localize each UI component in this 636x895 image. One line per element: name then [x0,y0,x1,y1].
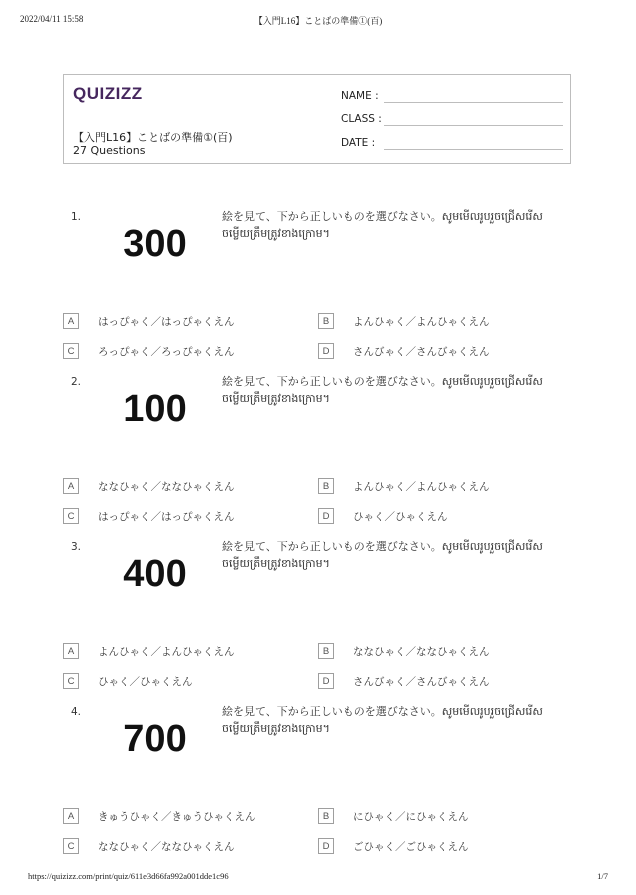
option-text: きゅうひゃく／きゅうひゃくえん [98,811,256,823]
question-image-number: 300 [123,223,187,265]
option-letter-box: C [63,508,79,524]
print-datetime: 2022/04/11 15:58 [20,14,84,24]
name-line [384,102,563,103]
date-field [341,137,375,151]
option-letter-box: A [63,313,79,329]
option-letter-box: B [318,643,334,659]
option-text: はっぴゃく／はっぴゃくえん [98,316,235,328]
date-label: DATE : [341,137,376,149]
question-prompt: 絵を見て、下から正しいものを選びなさい。សូមមើលរូបរួចជ្រើសរើសចម្លើយត្រឹមត្រូវខាងក្រោម។ [222,375,543,405]
option-text: よんひゃく／よんひゃくえん [353,316,490,328]
option-letter-box: A [63,478,79,494]
option-letter-box: D [318,343,334,359]
option-text: よんひゃく／よんひゃくえん [98,646,235,658]
option-letter-box: D [318,838,334,854]
option-letter-box: A [63,643,79,659]
question-image-number: 100 [123,388,187,430]
option-letter-box: C [63,673,79,689]
option-text: はっぴゃく／はっぴゃくえん [98,511,235,523]
question-number: 4. [71,706,82,718]
quiz-info-box [63,74,571,164]
name-label: NAME : [341,90,379,102]
print-footer [28,871,608,883]
option-letter-box: C [63,838,79,854]
question-count: 27 Questions [73,144,146,157]
question-4 [0,706,636,871]
print-url: https://quizizz.com/print/quiz/611e3d66fa992a001dde1c96 [28,871,229,881]
option-text: ななひゃく／ななひゃくえん [98,481,235,493]
option-text: ななひゃく／ななひゃくえん [98,841,235,853]
option-text: ひゃく／ひゃくえん [98,676,193,688]
option-letter-box: C [63,343,79,359]
question-prompt: 絵を見て、下から正しいものを選びなさい。សូមមើលរូបរួចជ្រើសរើសចម្លើយត្រឹមត្រូវខាងក្រោម។ [222,705,543,735]
class-field [341,113,382,127]
quizizz-logo: QUIZIZZ [73,84,143,103]
question-number: 2. [71,376,82,388]
option-text: ごひゃく／ごひゃくえん [353,841,469,853]
option-text: さんびゃく／さんびゃくえん [353,676,490,688]
question-2 [0,376,636,541]
option-text: さんびゃく／さんびゃくえん [353,346,490,358]
option-letter-box: B [318,808,334,824]
question-3 [0,541,636,706]
class-label: CLASS : [341,113,382,125]
print-title: 【入門L16】ことばの準備①(百) [253,16,383,26]
option-letter-box: B [318,478,334,494]
question-prompt: 絵を見て、下から正しいものを選びなさい。សូមមើលរូបរួចជ្រើសរើសចម្លើយត្រឹមត្រូវខាងក្រោម។ [222,540,543,570]
option-letter-box: B [318,313,334,329]
option-text: よんひゃく／よんひゃくえん [353,481,490,493]
page-number: 1/7 [597,871,608,881]
quiz-title: 【入門L16】ことばの準備①(百) [73,131,233,144]
question-number: 1. [71,211,82,223]
question-prompt: 絵を見て、下から正しいものを選びなさい。សូមមើលរូបរួចជ្រើសរើសចម្លើយត្រឹមត្រូវខាងក្រោម។ [222,210,543,240]
question-number: 3. [71,541,82,553]
option-letter-box: D [318,673,334,689]
option-letter-box: D [318,508,334,524]
question-image-number: 400 [123,553,187,595]
name-field [341,90,379,104]
option-letter-box: A [63,808,79,824]
date-line [384,149,563,150]
class-line [384,125,563,126]
option-text: ろっぴゃく／ろっぴゃくえん [98,346,235,358]
option-text: にひゃく／にひゃくえん [353,811,469,823]
question-image-number: 700 [123,718,187,760]
option-text: ひゃく／ひゃくえん [353,511,448,523]
option-text: ななひゃく／ななひゃくえん [353,646,490,658]
print-header [20,14,616,28]
question-1 [0,211,636,376]
